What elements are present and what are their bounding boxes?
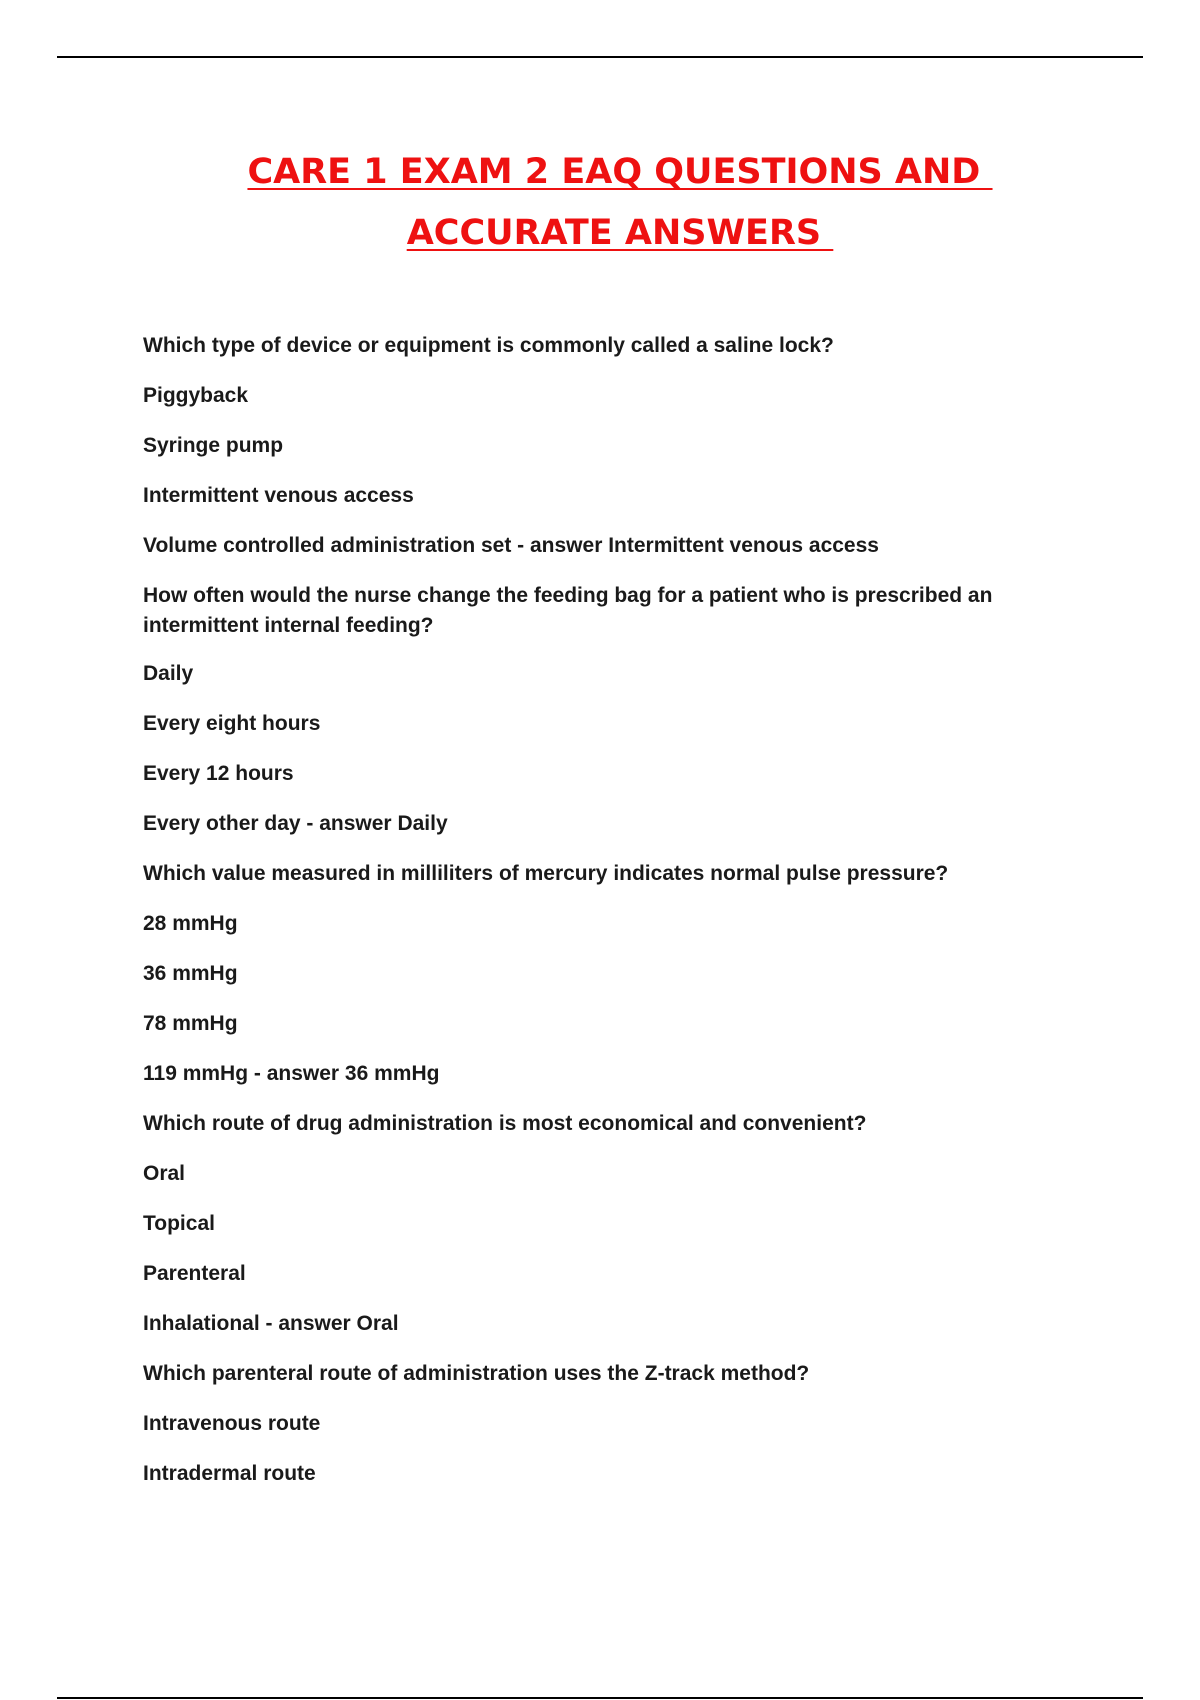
answer-option: Every 12 hours	[143, 762, 294, 785]
document-title	[0, 142, 1200, 264]
answer-option: 78 mmHg	[143, 1012, 238, 1035]
title-line-1: CARE 1 EXAM 2 EAQ QUESTIONS AND	[247, 152, 993, 192]
answer-option-with-answer: Every other day - answer Daily	[143, 812, 448, 835]
title-line-2: ACCURATE ANSWERS	[406, 213, 834, 253]
answer-option: Every eight hours	[143, 712, 321, 735]
question-text: Which route of drug administration is most economical and convenient?	[143, 1112, 867, 1135]
question-text: Which type of device or equipment is commonly called a saline lock?	[143, 334, 834, 357]
question-list	[143, 331, 1093, 1509]
top-rule	[57, 56, 1143, 58]
answer-option: Topical	[143, 1212, 215, 1235]
answer-option: Intermittent venous access	[143, 484, 414, 507]
answer-option: Syringe pump	[143, 434, 284, 457]
answer-option-with-answer: Inhalational - answer Oral	[143, 1312, 399, 1335]
answer-option: Parenteral	[143, 1262, 246, 1285]
question-text: How often would the nurse change the feeding bag for a patient who is prescribed an intermittent internal feeding?	[143, 584, 993, 637]
answer-option: Oral	[143, 1162, 186, 1185]
question-text: Which parenteral route of administration uses the Z-track method?	[143, 1362, 810, 1385]
question-text: Which value measured in milliliters of mercury indicates normal pulse pressure?	[143, 862, 949, 885]
answer-option: Piggyback	[143, 384, 249, 407]
answer-option-with-answer: Volume controlled administration set - answer Intermittent venous access	[143, 534, 879, 557]
answer-option: 28 mmHg	[143, 912, 238, 935]
answer-option: Daily	[143, 662, 194, 685]
answer-option-with-answer: 119 mmHg - answer 36 mmHg	[143, 1062, 440, 1085]
answer-option: Intradermal route	[143, 1462, 316, 1485]
answer-option: Intravenous route	[143, 1412, 321, 1435]
answer-option: 36 mmHg	[143, 962, 238, 985]
bottom-rule	[57, 1697, 1143, 1699]
